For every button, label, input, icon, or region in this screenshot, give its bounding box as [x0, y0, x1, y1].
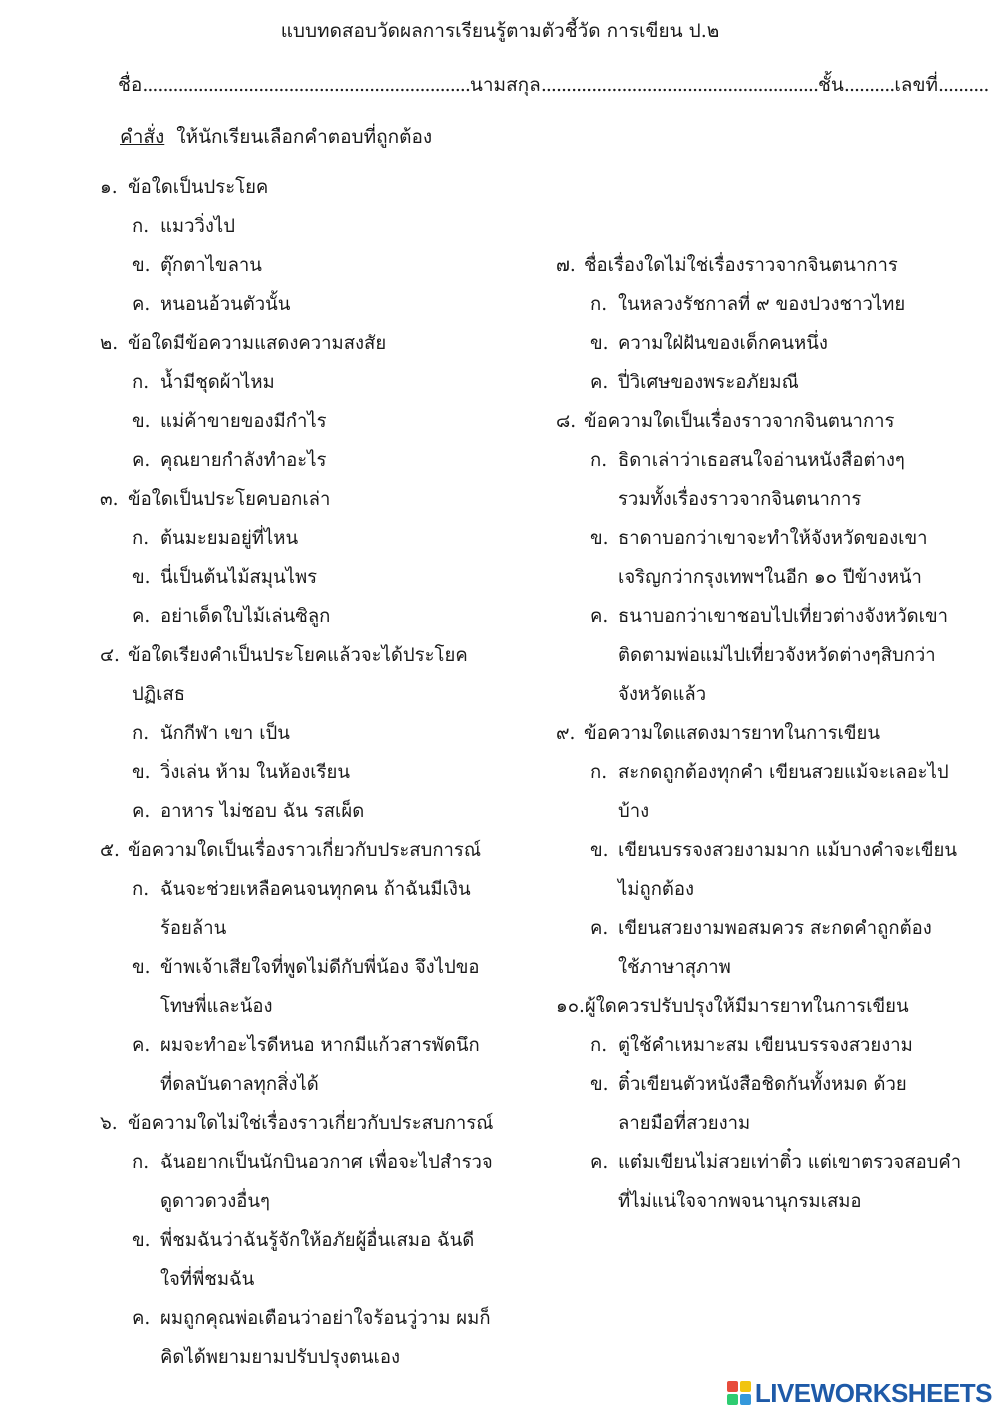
option-text: ธาดาบอกว่าเขาจะทำให้จังหวัดของเขา [618, 528, 928, 549]
logo-mark-icon [727, 1381, 751, 1405]
student-info-line [118, 70, 988, 100]
question-number: ๖. [100, 1113, 118, 1134]
question-4 [100, 636, 468, 675]
option-text: ผมถูกคุณพ่อเตือนว่าอย่าใจร้อนวู่วาม ผมก็ [160, 1308, 491, 1329]
option-text-line: เจริญกว่ากรุงเทพฯในอีก ๑๐ ปีข้างหน้า [618, 567, 922, 588]
question-9 [556, 714, 880, 753]
option-9-1[interactable] [590, 753, 949, 792]
question-number: ๗. [556, 255, 576, 276]
liveworksheets-logo [727, 1377, 992, 1409]
option-text: นักกีฬา เขา เป็น [160, 723, 290, 744]
logo-square-yellow [740, 1381, 751, 1392]
option-letter: ก. [590, 450, 608, 471]
option-letter: ก. [132, 372, 150, 393]
option-letter: ข. [132, 957, 151, 978]
option-text: ธนาบอกว่าเขาชอบไปเที่ยวต่างจังหวัดเขา [618, 606, 948, 627]
number-blank[interactable]: .......... [937, 74, 989, 96]
option-text: ความใฝ่ฝันของเด็กคนหนึ่ง [618, 333, 828, 354]
logo-square-green [727, 1394, 738, 1405]
option-7-2[interactable] [590, 324, 828, 363]
option-2-1[interactable] [132, 363, 275, 402]
option-text-continued[interactable] [618, 675, 706, 714]
question-2 [100, 324, 386, 363]
question-8 [556, 402, 894, 441]
question-3 [100, 480, 330, 519]
question-number: ๘. [556, 411, 577, 432]
option-text-continued[interactable] [160, 909, 226, 948]
option-text: ผมจะทำอะไรดีหนอ หากมีแก้วสารพัดนึก [160, 1035, 480, 1056]
option-text-continued[interactable] [618, 636, 936, 675]
question-text-2: ปฏิเสธ [132, 684, 186, 705]
option-5-2[interactable] [132, 948, 480, 987]
question-text: ข้อใดเป็นประโยค [128, 177, 269, 198]
option-letter: ค. [590, 918, 609, 939]
question-1 [100, 168, 268, 207]
option-text: ข้าพเจ้าเสียใจที่พูดไม่ดีกับพี่น้อง จึงไปขอ [160, 957, 480, 978]
option-text: ติ๋วเขียนตัวหนังสือชิดกันทั้งหมด ด้วย [618, 1074, 907, 1095]
option-text: หนอนอ้วนตัวนั้น [160, 294, 291, 315]
question-text: ข้อความใดเป็นเรื่องราวจากจินตนาการ [584, 411, 895, 432]
option-letter: ก. [132, 528, 150, 549]
option-text-line: ที่ไม่แน่ใจจากพจนานุกรมเสมอ [618, 1191, 862, 1212]
option-text-line: บ้าง [618, 801, 650, 822]
option-text: แมววิ่งไป [160, 216, 235, 237]
option-letter: ค. [590, 606, 609, 627]
class-label: ชั้น [818, 74, 844, 96]
option-letter: ค. [132, 801, 151, 822]
question-text: ข้อความใดไม่ใช่เรื่องราวเกี่ยวกับประสบการณ์ [128, 1113, 494, 1134]
option-text-continued[interactable] [160, 1182, 270, 1221]
option-letter: ค. [132, 606, 151, 627]
option-letter: ก. [590, 294, 608, 315]
option-text-line: รวมทั้งเรื่องราวจากจินตนาการ [618, 489, 862, 510]
option-text: ต้นมะยมอยู่ที่ไหน [160, 528, 299, 549]
question-text: ผู้ใดควรปรับปรุงให้มีมารยาทในการเขียน [584, 996, 909, 1017]
option-text-continued[interactable] [618, 948, 731, 987]
option-text-line: ลายมือที่สวยงาม [618, 1113, 751, 1134]
option-10-3[interactable] [590, 1143, 961, 1182]
option-3-2[interactable] [132, 558, 317, 597]
option-text-line: ใช้ภาษาสุภาพ [618, 957, 731, 978]
option-letter: ข. [590, 840, 609, 861]
option-text: ในหลวงรัชกาลที่ ๙ ของปวงชาวไทย [618, 294, 906, 315]
option-text-continued[interactable] [618, 558, 922, 597]
surname-label: นามสกุล [469, 74, 541, 96]
logo-text: LIVEWORKSHEETS [754, 1377, 992, 1408]
question-number: ๑. [100, 177, 118, 198]
question-number: ๕. [100, 840, 120, 861]
option-text-continued[interactable] [618, 792, 649, 831]
option-letter: ก. [132, 1152, 150, 1173]
option-text-continued[interactable] [160, 987, 273, 1026]
option-7-3[interactable] [590, 363, 799, 402]
option-text-line: ใจที่พี่ชมฉัน [160, 1269, 255, 1290]
worksheet-title: แบบทดสอบวัดผลการเรียนรู้ตามตัวชี้วัด การเขียน ป.๒ [280, 20, 720, 42]
option-text: เขียนสวยงามพอสมควร สะกดคำถูกต้อง [618, 918, 932, 939]
question-number: ๔. [100, 645, 120, 666]
option-text: ธิดาเล่าว่าเธอสนใจอ่านหนังสือต่างๆ [618, 450, 905, 471]
option-text-continued[interactable] [160, 1065, 319, 1104]
option-6-1[interactable] [132, 1143, 493, 1182]
option-2-3[interactable] [132, 441, 326, 480]
option-10-1[interactable] [590, 1026, 913, 1065]
option-letter: ข. [132, 1230, 151, 1251]
option-letter: ค. [590, 1152, 609, 1173]
option-7-1[interactable] [590, 285, 905, 324]
option-letter: ค. [590, 372, 609, 393]
question-text: ข้อความใดแสดงมารยาทในการเขียน [584, 723, 881, 744]
option-text: แต๋มเขียนไม่สวยเท่าติ๋ว แต่เขาตรวจสอบคำ [618, 1152, 962, 1173]
option-letter: ข. [590, 528, 609, 549]
option-2-2[interactable] [132, 402, 327, 441]
number-label: เลขที่ [894, 74, 938, 96]
option-letter: ค. [132, 1308, 151, 1329]
question-number: ๙. [556, 723, 576, 744]
option-text-continued[interactable] [618, 480, 861, 519]
question-number: ๒. [100, 333, 119, 354]
option-letter: ค. [132, 450, 151, 471]
option-4-1[interactable] [132, 714, 290, 753]
option-letter: ก. [590, 762, 608, 783]
option-6-2[interactable] [132, 1221, 474, 1260]
option-text-line: ไม่ถูกต้อง [618, 879, 695, 900]
question-10 [556, 987, 909, 1026]
option-4-2[interactable] [132, 753, 350, 792]
option-letter: ข. [590, 1074, 609, 1095]
option-letter: ข. [132, 567, 151, 588]
question-text: ข้อใดเรียงคำเป็นประโยคแล้วจะได้ประโยค [128, 645, 468, 666]
option-letter: ข. [132, 411, 151, 432]
option-text: ปี่วิเศษของพระอภัยมณี [618, 372, 799, 393]
class-blank[interactable]: .......... [843, 74, 895, 96]
name-blank[interactable]: ................................................................. [142, 74, 470, 96]
option-text-line: ติดตามพ่อแม่ไปเที่ยวจังหวัดต่างๆสิบกว่า [618, 645, 936, 666]
question-number: ๓. [100, 489, 119, 510]
question-text: ข้อใดมีข้อความแสดงความสงสัย [128, 333, 387, 354]
option-text-continued[interactable] [160, 1338, 400, 1377]
option-text: ตุ๊กตาไขลาน [160, 255, 262, 276]
option-4-3[interactable] [132, 792, 364, 831]
question-text-continued [132, 675, 185, 714]
option-text-line: จังหวัดแล้ว [618, 684, 707, 705]
option-text: วิ่งเล่น ห้าม ในห้องเรียน [160, 762, 351, 783]
option-10-2[interactable] [590, 1065, 907, 1104]
question-number: ๑๐. [556, 996, 585, 1017]
option-letter: ค. [132, 1035, 151, 1056]
option-text: สะกดถูกต้องทุกคำ เขียนสวยแม้จะเลอะไป [618, 762, 949, 783]
option-6-3[interactable] [132, 1299, 491, 1338]
option-letter: ข. [132, 255, 151, 276]
option-text: นี่เป็นต้นไม้สมุนไพร [160, 567, 318, 588]
option-3-3[interactable] [132, 597, 330, 636]
logo-square-blue [740, 1394, 751, 1405]
option-8-1[interactable] [590, 441, 905, 480]
option-8-2[interactable] [590, 519, 927, 558]
instruction [120, 122, 432, 152]
option-5-1[interactable] [132, 870, 471, 909]
option-text: ตู่ใช้คำเหมาะสม เขียนบรรจงสวยงาม [618, 1035, 913, 1056]
question-7 [556, 246, 898, 285]
option-text: เขียนบรรจงสวยงามมาก แม้บางคำจะเขียน [618, 840, 958, 861]
option-9-2[interactable] [590, 831, 957, 870]
option-1-1[interactable] [132, 207, 235, 246]
option-text-line: คิดได้พยามยามปรับปรุงตนเอง [160, 1347, 401, 1368]
option-text-continued[interactable] [618, 1182, 862, 1221]
option-9-3[interactable] [590, 909, 932, 948]
option-letter: ข. [132, 762, 151, 783]
option-1-2[interactable] [132, 246, 262, 285]
option-text-line: โทษพี่และน้อง [160, 996, 273, 1017]
question-text: ข้อใดเป็นประโยคบอกเล่า [128, 489, 331, 510]
option-text-continued[interactable] [618, 1104, 750, 1143]
option-letter: ก. [132, 216, 150, 237]
option-text: อาหาร ไม่ชอบ ฉัน รสเผ็ด [160, 801, 365, 822]
question-text: ข้อความใดเป็นเรื่องราวเกี่ยวกับประสบการณ์ [128, 840, 482, 861]
option-1-3[interactable] [132, 285, 290, 324]
option-text-line: ร้อยล้าน [160, 918, 227, 939]
option-3-1[interactable] [132, 519, 298, 558]
logo-square-red [727, 1381, 738, 1392]
option-text: อย่าเด็ดใบไม้เล่นซิลูก [160, 606, 331, 627]
instruction-label: คำสั่ง [120, 126, 165, 148]
name-label: ชื่อ [118, 74, 143, 96]
option-text-continued[interactable] [160, 1260, 254, 1299]
surname-blank[interactable]: ....................................................... [540, 74, 819, 96]
option-5-3[interactable] [132, 1026, 480, 1065]
option-letter: ก. [132, 879, 150, 900]
option-text: แม่ค้าขายของมีกำไร [160, 411, 327, 432]
question-5 [100, 831, 481, 870]
option-text: น้ำมีชุดผ้าไหม [160, 372, 275, 393]
option-letter: ก. [590, 1035, 608, 1056]
option-text: ฉันอยากเป็นนักบินอวกาศ เพื่อจะไปสำรวจ [160, 1152, 493, 1173]
option-text-continued[interactable] [618, 870, 694, 909]
option-text-line: ดูดาวดวงอื่นๆ [160, 1191, 270, 1212]
option-text: คุณยายกำลังทำอะไร [160, 450, 327, 471]
option-letter: ข. [590, 333, 609, 354]
instruction-text: ให้นักเรียนเลือกคำตอบที่ถูกต้อง [176, 126, 433, 148]
option-text-line: ที่ดลบันดาลทุกสิ่งได้ [160, 1074, 319, 1095]
option-8-3[interactable] [590, 597, 948, 636]
option-letter: ค. [132, 294, 151, 315]
option-text: พี่ชมฉันว่าฉันรู้จักให้อภัยผู้อื่นเสมอ ฉันดี [160, 1230, 475, 1251]
question-6 [100, 1104, 493, 1143]
option-text: ฉันจะช่วยเหลือคนจนทุกคน ถ้าฉันมีเงิน [160, 879, 471, 900]
question-text: ชื่อเรื่องใดไม่ใช่เรื่องราวจากจินตนาการ [584, 255, 898, 276]
option-letter: ก. [132, 723, 150, 744]
